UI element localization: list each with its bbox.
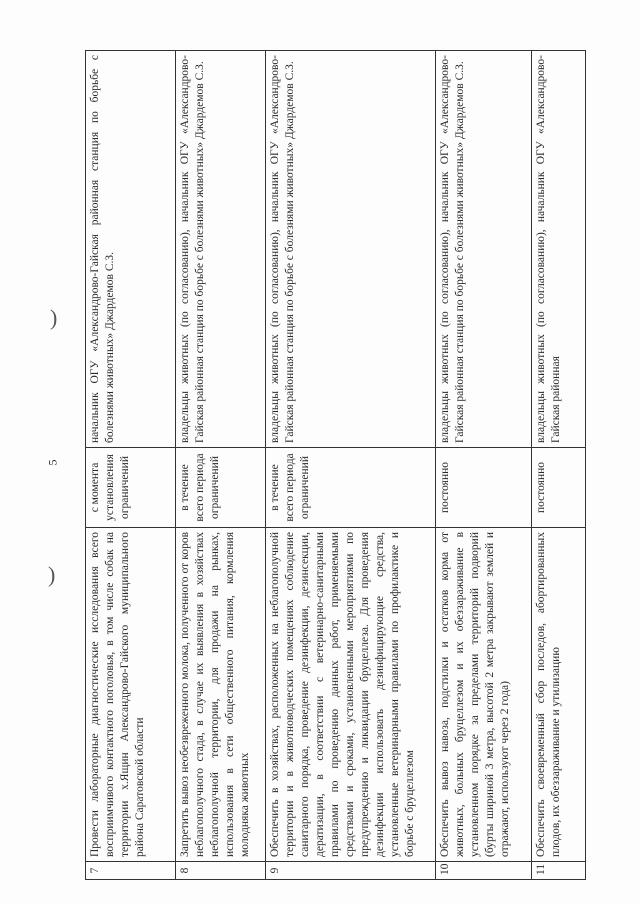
- term-cell: постоянно: [436, 448, 532, 528]
- measures-table: [85, 50, 586, 880]
- term-cell: в течение всего периода ограничений: [176, 448, 266, 528]
- action-cell: Обеспечить своевременный сбор последов, абортированных плодов, их обеззараживание и утилизацию: [532, 528, 586, 862]
- action-cell: Запретить вывоз необезвреженного молока, полученного от коров неблагополучного стада, в случае их выявления в хозяйствах неблагополучной территории, для продажи на рынках, использования в сети общественного питания, кормления молодняка животных: [176, 528, 266, 862]
- responsible-cell: владельцы животных (по согласованию), начальник ОГУ «Александрово-Гайская районная станция по борьбе с болезнями животных» Джардемов С.З.: [176, 51, 266, 448]
- row-number: 10: [436, 862, 532, 880]
- term-cell: постоянно: [532, 448, 586, 528]
- table-row: [266, 51, 436, 880]
- term-cell: с момента установления ограничений: [86, 448, 176, 528]
- responsible-cell: владельцы животных (по согласованию), начальник ОГУ «Александрово-Гайская районная: [532, 51, 586, 448]
- row-number: 9: [266, 862, 436, 880]
- responsible-cell: владельцы животных (по согласованию), начальник ОГУ «Александрово-Гайская районная станция по борьбе с болезнями животных» Джардемов С.З.: [436, 51, 532, 448]
- scan-mark: ): [48, 562, 56, 587]
- scan-mark: ): [50, 305, 58, 330]
- rotated-table-container: [85, 50, 585, 880]
- action-cell: Обеспечить в хозяйствах, расположенных на неблагополучной территории и в животноводческих помещениях соблюдение санитарного порядка, проведение дезинфекции, дезинсекции, дератизации, в соответствии с ветеринарно-санитарными правилами по проведению данных работ, применяемыми средствами и сроками, установленными мероприятиями по предупреждению и ликвидации бруцеллеза. Для проведения дезинфекции использовать дезинфицирующие средства, установленные ветеринарными правилами по профилактике и борьбе с бруцеллезом: [266, 528, 436, 862]
- row-number: 7: [86, 862, 176, 880]
- table-row: [176, 51, 266, 880]
- row-number: 8: [176, 862, 266, 880]
- action-cell: Провести лабораторные диагностические исследования всего восприимчивого контактного поголовья, в том числе собак на территории х.Ящин Александрово-Гайского муниципального района Саратовской области: [86, 528, 176, 862]
- responsible-cell: начальник ОГУ «Александрово-Гайская районная станция по борьбе с болезнями животных» Джардемов С.З.: [86, 51, 176, 448]
- action-cell: Обеспечить вывоз навоза, подстилки и остатков корма от животных, больных бруцеллезом и их обеззараживание в установленном порядке за пределами территорий подворий (бурты шириной 3 метра, высотой 2 метра закрывают землей и отражают, используют через 2 года): [436, 528, 532, 862]
- row-number: 11: [532, 862, 586, 880]
- table-row: [86, 51, 176, 880]
- table-row: [532, 51, 586, 880]
- term-cell: в течение всего периода ограничений: [266, 448, 436, 528]
- table-row: [436, 51, 532, 880]
- responsible-cell: владельцы животных (по согласованию), начальник ОГУ «Александрово-Гайская районная станция по борьбе с болезнями животных» Джардемов С.З.: [266, 51, 436, 448]
- page-number: 5: [45, 459, 60, 466]
